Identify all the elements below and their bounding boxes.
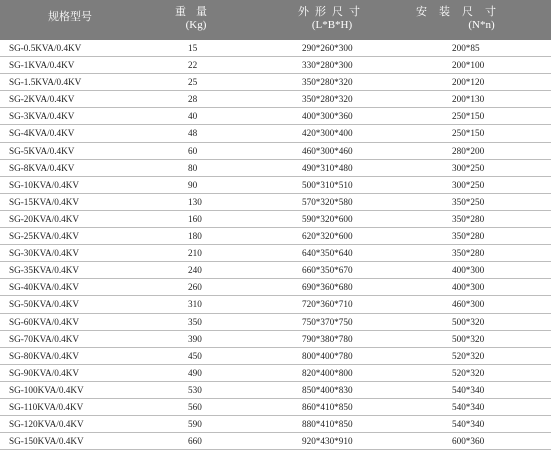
weight-cell: 60: [188, 145, 198, 156]
model-cell: SG-1.5KVA/0.4KV: [9, 77, 82, 88]
weight-cell: 560: [188, 401, 202, 412]
table-header: [0, 0, 551, 40]
mounting-cell: 500*320: [452, 333, 485, 344]
dimensions-cell: 400*300*360: [302, 111, 353, 122]
model-cell: SG-100KVA/0.4KV: [9, 384, 84, 395]
table-row: [0, 348, 551, 365]
table-row: [0, 57, 551, 74]
table-row: [0, 177, 551, 194]
weight-cell: 390: [188, 333, 202, 344]
dimensions-cell: 570*320*580: [302, 196, 353, 207]
mounting-cell: 350*250: [452, 196, 485, 207]
table-body: [0, 40, 551, 450]
mounting-cell: 500*320: [452, 316, 485, 327]
weight-cell: 80: [188, 162, 198, 173]
weight-cell: 48: [188, 128, 198, 139]
table-row: [0, 211, 551, 228]
dimensions-cell: 460*300*460: [302, 145, 353, 156]
weight-cell: 180: [188, 231, 202, 242]
model-cell: SG-120KVA/0.4KV: [9, 419, 84, 430]
model-cell: SG-25KVA/0.4KV: [9, 231, 80, 242]
mounting-cell: 200*130: [452, 94, 485, 105]
header-weight: [140, 0, 252, 40]
header-weight-unit: (Kg): [185, 19, 207, 31]
mounting-cell: 280*200: [452, 145, 485, 156]
table-row: [0, 331, 551, 348]
table-row: [0, 382, 551, 399]
model-cell: SG-70KVA/0.4KV: [9, 333, 80, 344]
table-row: [0, 143, 551, 160]
table-row: [0, 160, 551, 177]
weight-cell: 260: [188, 282, 202, 293]
dimensions-cell: 800*400*780: [302, 350, 353, 361]
weight-cell: 350: [188, 316, 202, 327]
mounting-cell: 540*340: [452, 419, 485, 430]
table-row: [0, 365, 551, 382]
model-cell: SG-80KVA/0.4KV: [9, 350, 80, 361]
dimensions-cell: 660*350*670: [302, 265, 353, 276]
table-row: [0, 194, 551, 211]
dimensions-cell: 330*280*300: [302, 60, 353, 71]
model-cell: SG-60KVA/0.4KV: [9, 316, 80, 327]
mounting-cell: 250*150: [452, 128, 485, 139]
table-row: [0, 262, 551, 279]
model-cell: SG-8KVA/0.4KV: [9, 162, 75, 173]
weight-cell: 450: [188, 350, 202, 361]
header-model: [0, 0, 140, 40]
header-model-label: 规格型号: [48, 11, 92, 23]
header-mounting-label: 安装尺寸: [416, 6, 508, 18]
dimensions-cell: 820*400*800: [302, 367, 353, 378]
weight-cell: 490: [188, 367, 202, 378]
weight-cell: 130: [188, 196, 202, 207]
table-row: [0, 228, 551, 245]
dimensions-cell: 860*410*850: [302, 401, 353, 412]
table-row: [0, 279, 551, 296]
weight-cell: 590: [188, 419, 202, 430]
mounting-cell: 400*300: [452, 265, 485, 276]
model-cell: SG-90KVA/0.4KV: [9, 367, 80, 378]
table-row: [0, 314, 551, 331]
dimensions-cell: 690*360*680: [302, 282, 353, 293]
header-dimensions-label: 外形尺寸: [298, 6, 366, 18]
dimensions-cell: 720*360*710: [302, 299, 353, 310]
mounting-cell: 520*320: [452, 367, 485, 378]
dimensions-cell: 850*400*830: [302, 384, 353, 395]
dimensions-cell: 420*300*400: [302, 128, 353, 139]
table-row: [0, 108, 551, 125]
mounting-cell: 250*150: [452, 111, 485, 122]
mounting-cell: 300*250: [452, 162, 485, 173]
dimensions-cell: 350*280*320: [302, 77, 353, 88]
model-cell: SG-5KVA/0.4KV: [9, 145, 75, 156]
table-row: [0, 91, 551, 108]
dimensions-cell: 490*310*480: [302, 162, 353, 173]
dimensions-cell: 590*320*600: [302, 213, 353, 224]
weight-cell: 25: [188, 77, 198, 88]
table-row: [0, 245, 551, 262]
mounting-cell: 540*340: [452, 384, 485, 395]
mounting-cell: 350*280: [452, 231, 485, 242]
dimensions-cell: 920*430*910: [302, 436, 353, 447]
table-row: [0, 433, 551, 450]
table-row: [0, 74, 551, 91]
mounting-cell: 520*320: [452, 350, 485, 361]
mounting-cell: 600*360: [452, 436, 485, 447]
table-row: [0, 296, 551, 313]
mounting-cell: 460*300: [452, 299, 485, 310]
mounting-cell: 200*100: [452, 60, 485, 71]
header-mounting-unit: (N*n): [468, 19, 495, 31]
model-cell: SG-1KVA/0.4KV: [9, 60, 75, 71]
model-cell: SG-4KVA/0.4KV: [9, 128, 75, 139]
weight-cell: 90: [188, 179, 198, 190]
weight-cell: 15: [188, 43, 198, 53]
table-row: [0, 125, 551, 142]
weight-cell: 660: [188, 436, 202, 447]
model-cell: SG-3KVA/0.4KV: [9, 111, 75, 122]
header-dimensions-unit: (L*B*H): [311, 19, 353, 31]
dimensions-cell: 290*260*300: [302, 43, 353, 53]
model-cell: SG-30KVA/0.4KV: [9, 248, 80, 259]
header-weight-label: 重量: [175, 6, 217, 18]
header-mounting: [412, 0, 551, 40]
dimensions-cell: 790*380*780: [302, 333, 353, 344]
table-row: [0, 416, 551, 433]
model-cell: SG-15KVA/0.4KV: [9, 196, 80, 207]
dimensions-cell: 750*370*750: [302, 316, 353, 327]
weight-cell: 160: [188, 213, 202, 224]
model-cell: SG-35KVA/0.4KV: [9, 265, 80, 276]
table-row: [0, 40, 551, 57]
model-cell: SG-20KVA/0.4KV: [9, 213, 80, 224]
mounting-cell: 200*120: [452, 77, 485, 88]
weight-cell: 530: [188, 384, 202, 395]
dimensions-cell: 880*410*850: [302, 419, 353, 430]
dimensions-cell: 640*350*640: [302, 248, 353, 259]
weight-cell: 28: [188, 94, 198, 105]
mounting-cell: 540*340: [452, 401, 485, 412]
mounting-cell: 300*250: [452, 179, 485, 190]
weight-cell: 240: [188, 265, 202, 276]
model-cell: SG-0.5KVA/0.4KV: [9, 43, 82, 53]
dimensions-cell: 500*310*510: [302, 179, 353, 190]
weight-cell: 22: [188, 60, 198, 71]
mounting-cell: 350*280: [452, 213, 485, 224]
model-cell: SG-40KVA/0.4KV: [9, 282, 80, 293]
model-cell: SG-10KVA/0.4KV: [9, 179, 80, 190]
mounting-cell: 200*85: [452, 43, 480, 53]
model-cell: SG-150KVA/0.4KV: [9, 436, 84, 447]
weight-cell: 310: [188, 299, 202, 310]
model-cell: SG-2KVA/0.4KV: [9, 94, 75, 105]
table-row: [0, 399, 551, 416]
dimensions-cell: 350*280*320: [302, 94, 353, 105]
model-cell: SG-110KVA/0.4KV: [9, 401, 84, 412]
mounting-cell: 350*280: [452, 248, 485, 259]
weight-cell: 210: [188, 248, 202, 259]
header-dimensions: [252, 0, 412, 40]
dimensions-cell: 620*320*600: [302, 231, 353, 242]
weight-cell: 40: [188, 111, 198, 122]
model-cell: SG-50KVA/0.4KV: [9, 299, 80, 310]
mounting-cell: 400*300: [452, 282, 485, 293]
